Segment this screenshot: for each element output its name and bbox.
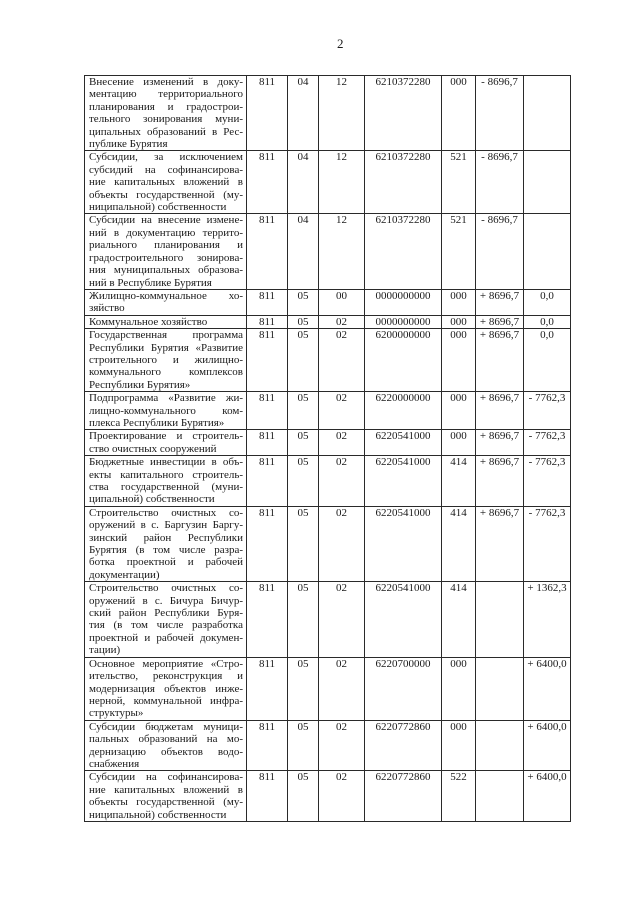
subsection-code-cell: 00 bbox=[319, 289, 365, 315]
expense-type-code-cell: 522 bbox=[442, 771, 476, 822]
subsection-code-cell: 12 bbox=[319, 151, 365, 214]
table-body bbox=[85, 76, 571, 822]
section-code-cell: 05 bbox=[288, 315, 319, 328]
amount-change-second-cell: - 7762,3 bbox=[524, 392, 571, 430]
row-description-cell bbox=[85, 456, 247, 507]
expense-type-code-cell: 000 bbox=[442, 289, 476, 315]
description-line: Субсидии, за исключением bbox=[89, 151, 243, 164]
expense-type-code-cell: 414 bbox=[442, 582, 476, 657]
expense-type-code-cell: 000 bbox=[442, 657, 476, 720]
target-article-code-cell: 6210372280 bbox=[365, 151, 442, 214]
expense-type-code-cell: 000 bbox=[442, 430, 476, 456]
expense-type-code-cell: 000 bbox=[442, 392, 476, 430]
row-description-cell bbox=[85, 430, 247, 456]
section-code-cell: 05 bbox=[288, 329, 319, 392]
section-code-cell: 04 bbox=[288, 214, 319, 289]
description-line: Государственная программа bbox=[89, 329, 243, 342]
description-line: ние капитальных вложений в bbox=[89, 783, 243, 796]
ministry-code-cell: 811 bbox=[247, 430, 288, 456]
table-row bbox=[85, 315, 571, 328]
description-line: документации) bbox=[89, 568, 160, 581]
description-line: Субсидии бюджетам муници- bbox=[89, 720, 243, 733]
amount-change-cell: + 8696,7 bbox=[476, 315, 524, 328]
amount-change-cell: - 8696,7 bbox=[476, 214, 524, 289]
expense-type-code-cell: 414 bbox=[442, 506, 476, 581]
description-line: ний в документацию террито- bbox=[89, 226, 243, 239]
budget-table bbox=[84, 75, 571, 822]
section-code-cell: 04 bbox=[288, 151, 319, 214]
amount-change-second-cell: - 7762,3 bbox=[524, 456, 571, 507]
target-article-code-cell: 6200000000 bbox=[365, 329, 442, 392]
description-line: ства государственной (муни- bbox=[89, 481, 243, 493]
description-line: ментацию территориального bbox=[89, 88, 243, 101]
description-line: ниципальной) собственности bbox=[89, 808, 227, 821]
amount-change-cell bbox=[476, 657, 524, 720]
amount-change-cell bbox=[476, 720, 524, 771]
section-code-cell: 05 bbox=[288, 430, 319, 456]
description-line: тации) bbox=[89, 644, 121, 657]
description-line: дернизацию объектов водо- bbox=[89, 745, 243, 758]
amount-change-cell bbox=[476, 582, 524, 657]
table-row bbox=[85, 456, 571, 507]
subsection-code-cell: 02 bbox=[319, 392, 365, 430]
description-line: тельного зонирования муни- bbox=[89, 113, 243, 126]
ministry-code-cell: 811 bbox=[247, 771, 288, 822]
target-article-code-cell: 6210372280 bbox=[365, 214, 442, 289]
target-article-code-cell: 0000000000 bbox=[365, 315, 442, 328]
row-description-cell bbox=[85, 214, 247, 289]
description-line: Бурятия (в том числе разра- bbox=[89, 544, 243, 557]
description-line: ниципальной) собственности bbox=[89, 201, 227, 214]
description-line: объекты государственной (му- bbox=[89, 188, 243, 201]
section-code-cell: 05 bbox=[288, 289, 319, 315]
description-line: строительного и жилищно- bbox=[89, 353, 243, 366]
table-row bbox=[85, 720, 571, 771]
description-line: Жилищно-коммунальное хо- bbox=[89, 289, 243, 302]
amount-change-second-cell: 0,0 bbox=[524, 329, 571, 392]
target-article-code-cell: 6220000000 bbox=[365, 392, 442, 430]
section-code-cell: 04 bbox=[288, 76, 319, 151]
expense-type-code-cell: 414 bbox=[442, 456, 476, 507]
table-row bbox=[85, 76, 571, 151]
target-article-code-cell: 6210372280 bbox=[365, 76, 442, 151]
description-line: Республики Бурятия» bbox=[89, 378, 191, 391]
description-line: Строительство очистных со- bbox=[89, 582, 243, 595]
expense-type-code-cell: 000 bbox=[442, 329, 476, 392]
amount-change-second-cell: + 6400,0 bbox=[524, 720, 571, 771]
ministry-code-cell: 811 bbox=[247, 151, 288, 214]
subsection-code-cell: 12 bbox=[319, 76, 365, 151]
row-description-cell bbox=[85, 289, 247, 315]
description-line: модернизация объектов инже- bbox=[89, 682, 243, 695]
description-line: Бюджетные инвестиции в объ- bbox=[89, 456, 243, 469]
description-line: екты капитального строитель- bbox=[89, 468, 243, 481]
description-line: структуры» bbox=[89, 707, 144, 720]
row-description-cell bbox=[85, 771, 247, 822]
section-code-cell: 05 bbox=[288, 771, 319, 822]
description-line: коммунального комплексов bbox=[89, 366, 243, 379]
description-line: ципальных образований в Рес- bbox=[89, 125, 243, 138]
description-line: Строительство очистных со- bbox=[89, 506, 243, 519]
description-line: ский район Республики Буря- bbox=[89, 607, 243, 620]
description-line: Подпрограмма «Развитие жи- bbox=[89, 392, 243, 405]
description-line: Проектирование и строитель- bbox=[89, 430, 243, 443]
row-description-cell bbox=[85, 720, 247, 771]
subsection-code-cell: 02 bbox=[319, 315, 365, 328]
page-number: 2 bbox=[337, 36, 344, 51]
table-row bbox=[85, 289, 571, 315]
ministry-code-cell: 811 bbox=[247, 657, 288, 720]
description-line: Основное мероприятие «Стро- bbox=[89, 657, 243, 670]
description-line: ния муниципальных образова- bbox=[89, 264, 243, 277]
description-line: Коммунальное хозяйство bbox=[89, 315, 208, 328]
description-line: ительство, реконструкция и bbox=[89, 670, 243, 683]
description-line: нерной, коммунальной инфра- bbox=[89, 694, 243, 707]
description-line: оружений в с. Баргузин Баргу- bbox=[89, 519, 243, 532]
description-line: пальных образований на мо- bbox=[89, 733, 243, 746]
section-code-cell: 05 bbox=[288, 582, 319, 657]
amount-change-second-cell bbox=[524, 214, 571, 289]
amount-change-cell: + 8696,7 bbox=[476, 506, 524, 581]
description-line: публике Бурятия bbox=[89, 138, 168, 151]
amount-change-second-cell: - 7762,3 bbox=[524, 506, 571, 581]
description-line: плекса Республики Бурятия» bbox=[89, 416, 225, 429]
description-line: снабжения bbox=[89, 757, 140, 770]
table-row bbox=[85, 657, 571, 720]
amount-change-cell: + 8696,7 bbox=[476, 289, 524, 315]
amount-change-cell: + 8696,7 bbox=[476, 430, 524, 456]
amount-change-second-cell: - 7762,3 bbox=[524, 430, 571, 456]
expense-type-code-cell: 000 bbox=[442, 315, 476, 328]
subsection-code-cell: 02 bbox=[319, 430, 365, 456]
ministry-code-cell: 811 bbox=[247, 76, 288, 151]
amount-change-cell: - 8696,7 bbox=[476, 76, 524, 151]
subsection-code-cell: 02 bbox=[319, 582, 365, 657]
description-line: ние капитальных вложений в bbox=[89, 176, 243, 189]
table-row bbox=[85, 582, 571, 657]
ministry-code-cell: 811 bbox=[247, 329, 288, 392]
table-row bbox=[85, 151, 571, 214]
description-line: Субсидии на софинансирова- bbox=[89, 771, 243, 784]
description-line: зяйство bbox=[89, 302, 125, 315]
row-description-cell bbox=[85, 657, 247, 720]
target-article-code-cell: 6220772860 bbox=[365, 720, 442, 771]
amount-change-second-cell bbox=[524, 151, 571, 214]
description-line: тия (в том числе разработка bbox=[89, 619, 243, 632]
section-code-cell: 05 bbox=[288, 657, 319, 720]
ministry-code-cell: 811 bbox=[247, 392, 288, 430]
section-code-cell: 05 bbox=[288, 720, 319, 771]
description-line: ний в Республике Бурятия bbox=[89, 276, 212, 289]
row-description-cell bbox=[85, 582, 247, 657]
description-line: градостроительного зонирова- bbox=[89, 251, 243, 264]
section-code-cell: 05 bbox=[288, 506, 319, 581]
target-article-code-cell: 0000000000 bbox=[365, 289, 442, 315]
description-line: зинский район Республики bbox=[89, 531, 243, 544]
ministry-code-cell: 811 bbox=[247, 315, 288, 328]
ministry-code-cell: 811 bbox=[247, 506, 288, 581]
amount-change-second-cell: + 6400,0 bbox=[524, 657, 571, 720]
description-line: Республики Бурятия «Развитие bbox=[89, 341, 243, 354]
table-row bbox=[85, 214, 571, 289]
subsection-code-cell: 02 bbox=[319, 771, 365, 822]
description-line: проектной и рабочей докумен- bbox=[89, 631, 243, 644]
amount-change-second-cell bbox=[524, 76, 571, 151]
description-line: объекты государственной (му- bbox=[89, 796, 243, 809]
target-article-code-cell: 6220541000 bbox=[365, 506, 442, 581]
description-line: Внесение изменений в доку- bbox=[89, 76, 243, 88]
amount-change-cell bbox=[476, 771, 524, 822]
description-line: Субсидии на внесение измене- bbox=[89, 214, 243, 227]
subsection-code-cell: 02 bbox=[319, 329, 365, 392]
table-row bbox=[85, 392, 571, 430]
description-line: субсидий на софинансирова- bbox=[89, 163, 243, 176]
table-row bbox=[85, 771, 571, 822]
target-article-code-cell: 6220541000 bbox=[365, 582, 442, 657]
description-line: ство очистных сооружений bbox=[89, 442, 217, 455]
row-description-cell bbox=[85, 151, 247, 214]
expense-type-code-cell: 000 bbox=[442, 76, 476, 151]
subsection-code-cell: 02 bbox=[319, 720, 365, 771]
subsection-code-cell: 02 bbox=[319, 657, 365, 720]
target-article-code-cell: 6220541000 bbox=[365, 430, 442, 456]
amount-change-second-cell: + 6400,0 bbox=[524, 771, 571, 822]
amount-change-cell: + 8696,7 bbox=[476, 392, 524, 430]
table-row bbox=[85, 506, 571, 581]
description-line: оружений в с. Бичура Бичур- bbox=[89, 594, 243, 607]
subsection-code-cell: 12 bbox=[319, 214, 365, 289]
amount-change-cell: + 8696,7 bbox=[476, 456, 524, 507]
table-row bbox=[85, 329, 571, 392]
expense-type-code-cell: 521 bbox=[442, 151, 476, 214]
subsection-code-cell: 02 bbox=[319, 506, 365, 581]
row-description-cell bbox=[85, 315, 247, 328]
amount-change-second-cell: 0,0 bbox=[524, 315, 571, 328]
amount-change-second-cell: 0,0 bbox=[524, 289, 571, 315]
description-line: лищно-коммунального ком- bbox=[89, 404, 243, 417]
amount-change-cell: - 8696,7 bbox=[476, 151, 524, 214]
description-line: ботка проектной и рабочей bbox=[89, 556, 243, 569]
ministry-code-cell: 811 bbox=[247, 582, 288, 657]
section-code-cell: 05 bbox=[288, 392, 319, 430]
row-description-cell bbox=[85, 76, 247, 151]
row-description-cell bbox=[85, 506, 247, 581]
expense-type-code-cell: 000 bbox=[442, 720, 476, 771]
ministry-code-cell: 811 bbox=[247, 289, 288, 315]
row-description-cell bbox=[85, 329, 247, 392]
description-line: планирования и градострои- bbox=[89, 100, 243, 113]
target-article-code-cell: 6220541000 bbox=[365, 456, 442, 507]
ministry-code-cell: 811 bbox=[247, 720, 288, 771]
section-code-cell: 05 bbox=[288, 456, 319, 507]
amount-change-cell: + 8696,7 bbox=[476, 329, 524, 392]
target-article-code-cell: 6220772860 bbox=[365, 771, 442, 822]
description-line: риального планирования и bbox=[89, 239, 243, 252]
table-row bbox=[85, 430, 571, 456]
description-line: ципальной) собственности bbox=[89, 493, 215, 506]
expense-type-code-cell: 521 bbox=[442, 214, 476, 289]
subsection-code-cell: 02 bbox=[319, 456, 365, 507]
ministry-code-cell: 811 bbox=[247, 214, 288, 289]
target-article-code-cell: 6220700000 bbox=[365, 657, 442, 720]
ministry-code-cell: 811 bbox=[247, 456, 288, 507]
row-description-cell bbox=[85, 392, 247, 430]
amount-change-second-cell: + 1362,3 bbox=[524, 582, 571, 657]
